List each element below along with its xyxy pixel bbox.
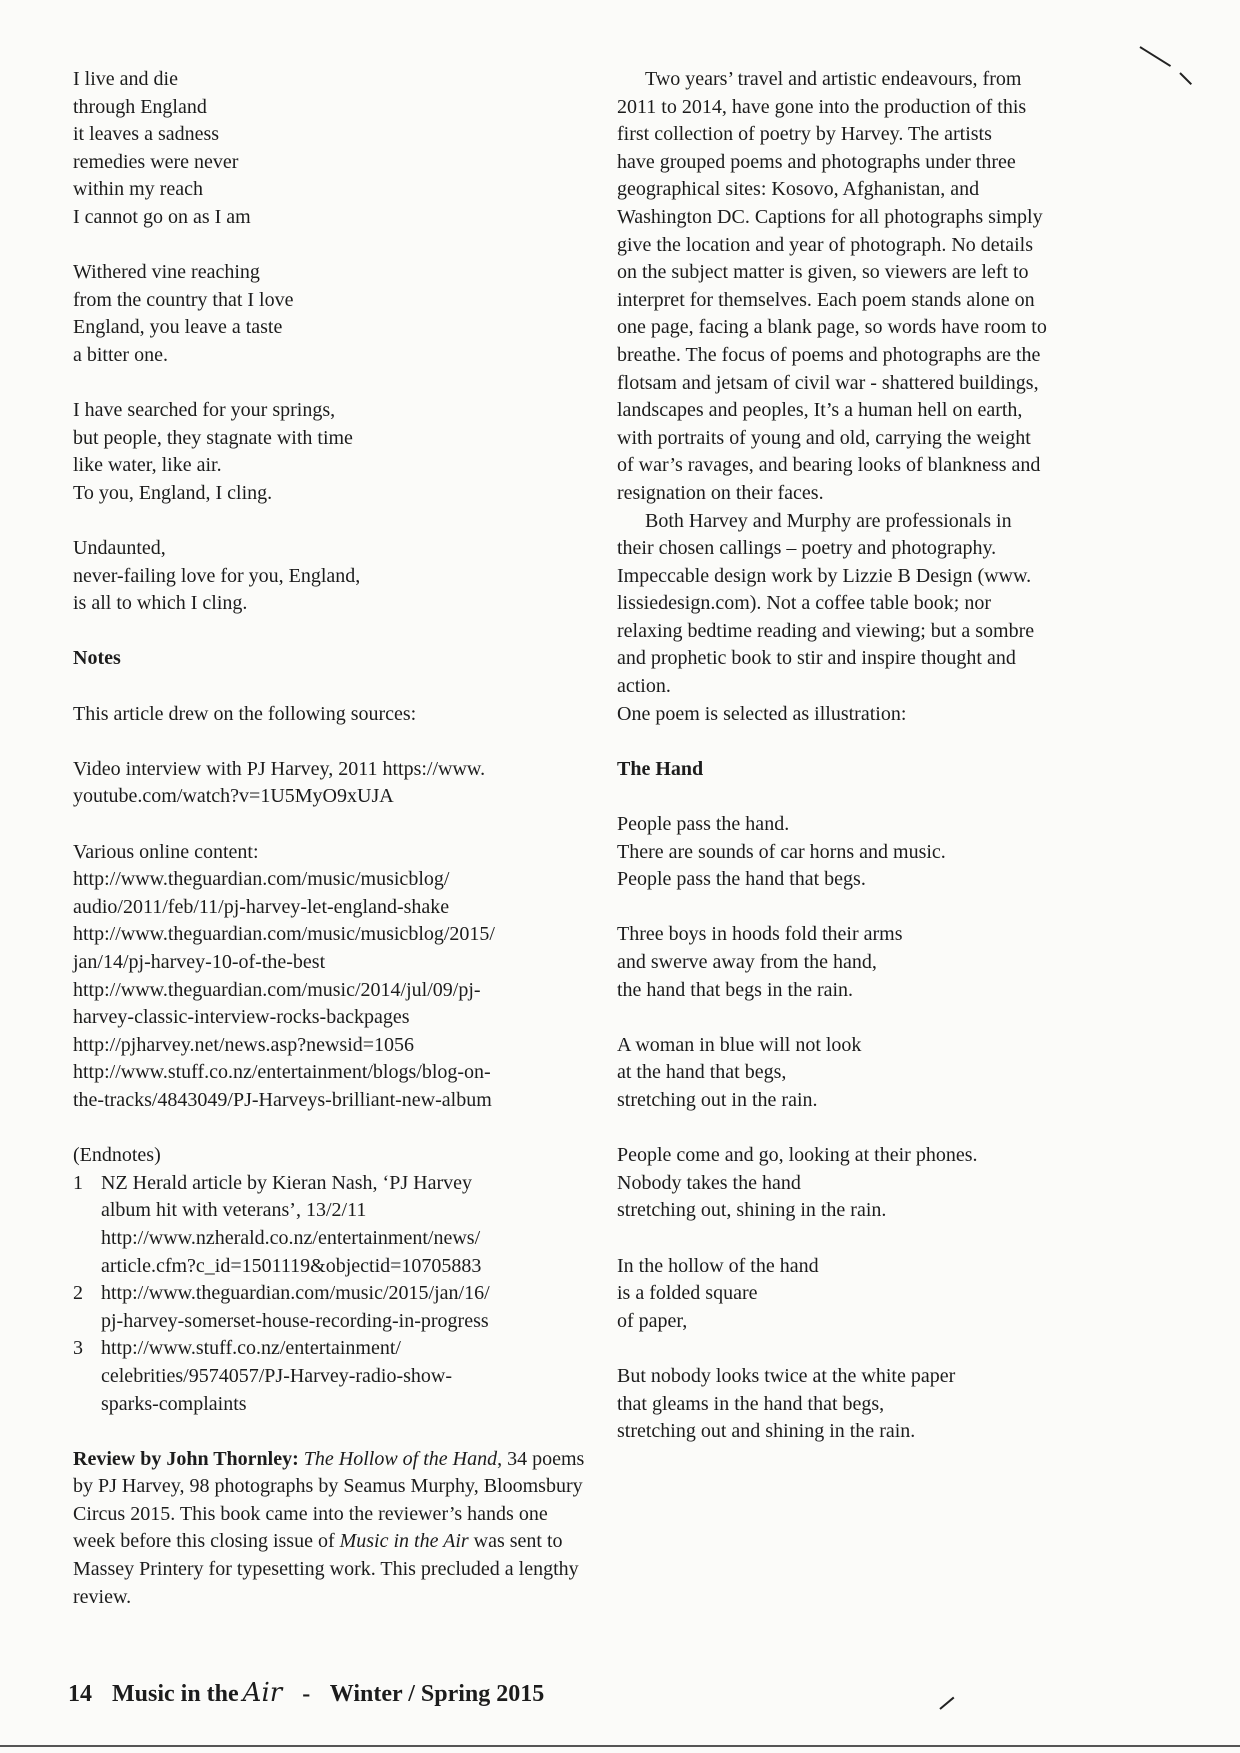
- the-hand-poem-line: stretching out in the rain.: [617, 1088, 818, 1111]
- endnote-text: [101, 1170, 593, 1280]
- the-hand-poem-line: and swerve away from the hand,: [617, 951, 877, 973]
- video-source-line: Video interview with PJ Harvey, 2011 https://www.: [73, 757, 486, 780]
- paragraph-line: and prophetic book to stir and inspire thought and: [617, 647, 1016, 670]
- video-source: [73, 756, 593, 811]
- paragraph-line: on the subject matter is given, so viewers are left to: [617, 261, 1029, 284]
- england-poem-line: Withered vine reaching: [73, 261, 260, 284]
- page-footer: [68, 1678, 558, 1708]
- england-poem-stanza: [73, 397, 593, 507]
- review-book-title: The Hollow of the Hand: [303, 1447, 498, 1470]
- the-hand-poem-line: Nobody takes the hand: [617, 1171, 801, 1194]
- review-paragraph: [73, 1446, 593, 1612]
- online-sources: [73, 839, 593, 1115]
- the-hand-poem-line: People pass the hand.: [617, 813, 790, 836]
- england-poem-line: it leaves a sadness: [73, 123, 220, 146]
- paragraph-line: relaxing bedtime reading and viewing; but a sombre: [617, 619, 1035, 642]
- the-hand-poem-stanza: [617, 811, 1117, 894]
- paragraph-line: landscapes and peoples, It’s a human hell on earth,: [617, 399, 1023, 422]
- paragraph-line: Two years’ travel and artistic endeavours, from: [645, 68, 1022, 90]
- england-poem-line: like water, like air.: [73, 454, 222, 477]
- the-hand-poem-line: stretching out, shining in the rain.: [617, 1199, 887, 1222]
- the-hand-poem-line: of paper,: [617, 1309, 688, 1332]
- online-source-line: the-tracks/4843049/PJ-Harveys-brilliant-new-album: [73, 1088, 492, 1111]
- notes-heading: Notes: [73, 647, 121, 670]
- paragraph-line: geographical sites: Kosovo, Afghanistan, and: [617, 178, 980, 201]
- paragraph-line: their chosen callings – poetry and photography.: [617, 537, 997, 560]
- paragraph-line: Both Harvey and Murphy are professionals in: [645, 509, 1012, 532]
- online-source-line: http://www.theguardian.com/music/2014/jul/09/pj-: [73, 978, 481, 1001]
- england-poem-line: remedies were never: [73, 150, 239, 173]
- the-hand-poem-stanza: [617, 1363, 1117, 1446]
- england-poem-line: never-failing love for you, England,: [73, 564, 361, 587]
- endnotes-list: [73, 1170, 593, 1418]
- review-text-1: , 34 poems by PJ Harvey, 98 photographs by Seamus Murphy, Bloomsbury Circus 2015. This book came into the reviewer’s hands one week before this closing issue of: [73, 1447, 585, 1553]
- the-hand-poem-line: the hand that begs in the rain.: [617, 978, 854, 1001]
- england-poem-line: within my reach: [73, 178, 203, 201]
- review-magazine-title: Music in the Air: [339, 1530, 469, 1553]
- review-paragraph-2: [617, 508, 1117, 701]
- paragraph-line: Washington DC. Captions for all photographs simply: [617, 205, 1043, 228]
- review-text-2: was sent to Massey Printery for typesetting work. This precluded a lengthy review.: [73, 1530, 579, 1608]
- paragraph-line: Impeccable design work by Lizzie B Design (www.: [617, 564, 1032, 587]
- paragraph-line: one page, facing a blank page, so words have room to: [617, 316, 1047, 339]
- paragraph-line: interpret for themselves. Each poem stands alone on: [617, 288, 1035, 311]
- endnote-line: sparks-complaints: [101, 1392, 247, 1415]
- endnote-item: [73, 1335, 593, 1418]
- endnote-line: album hit with veterans’, 13/2/11: [101, 1199, 367, 1222]
- page-number: 14: [68, 1681, 92, 1707]
- online-source-line: http://www.theguardian.com/music/musicblog/2015/: [73, 923, 495, 946]
- england-poem-line: but people, they stagnate with time: [73, 426, 353, 449]
- the-hand-poem-line: But nobody looks twice at the white paper: [617, 1364, 956, 1387]
- the-hand-poem-line: People come and go, looking at their phones.: [617, 1144, 978, 1167]
- online-source-line: harvey-classic-interview-rocks-backpages: [73, 1006, 410, 1029]
- england-poem-stanza: [73, 66, 593, 232]
- magazine-name-part1: Music in the: [112, 1681, 239, 1707]
- the-hand-poem-stanza: [617, 921, 1117, 1004]
- the-hand-poem-line: People pass the hand that begs.: [617, 868, 866, 891]
- video-source-line: youtube.com/watch?v=1U5MyO9xUJA: [73, 785, 394, 808]
- england-poem-line: I cannot go on as I am: [73, 205, 251, 228]
- endnote-number: 1: [73, 1171, 83, 1194]
- the-hand-poem-line: Three boys in hoods fold their arms: [617, 923, 903, 946]
- england-poem-line: from the country that I love: [73, 288, 294, 311]
- england-poem-stanza: [73, 259, 593, 369]
- england-poem-line: through England: [73, 95, 207, 118]
- online-source-line: http://pjharvey.net/news.asp?newsid=1056: [73, 1033, 415, 1056]
- review-paragraph-1: [617, 66, 1117, 508]
- paragraph-line: give the location and year of photograph. No details: [617, 233, 1033, 256]
- england-poem-line: To you, England, I cling.: [73, 481, 273, 504]
- online-source-line: audio/2011/feb/11/pj-harvey-let-england-shake: [73, 895, 450, 918]
- online-source-line: http://www.stuff.co.nz/entertainment/blogs/blog-on-: [73, 1061, 491, 1084]
- paragraph-line: with portraits of young and old, carrying the weight: [617, 426, 1031, 449]
- endnote-line: http://www.theguardian.com/music/2015/jan/16/: [101, 1282, 490, 1305]
- the-hand-poem-line: A woman in blue will not look: [617, 1033, 862, 1056]
- bottom-rule: [0, 1745, 1240, 1747]
- paragraph-line: breathe. The focus of poems and photographs are the: [617, 343, 1041, 366]
- the-hand-poem: [617, 811, 1117, 1446]
- endnote-line: celebrities/9574057/PJ-Harvey-radio-show-: [101, 1364, 453, 1387]
- magazine-name-part2: Air: [242, 1678, 283, 1708]
- england-poem-line: I have searched for your springs,: [73, 399, 336, 422]
- online-source-line: jan/14/pj-harvey-10-of-the-best: [73, 951, 326, 973]
- the-hand-poem-line: at the hand that begs,: [617, 1061, 787, 1084]
- england-poem-stanza: [73, 535, 593, 618]
- the-hand-poem-line: There are sounds of car horns and music.: [617, 840, 946, 863]
- endnote-line: http://www.stuff.co.nz/entertainment/: [101, 1337, 401, 1360]
- endnote-number: 3: [73, 1337, 83, 1360]
- paragraph-line: resignation on their faces.: [617, 481, 824, 504]
- scan-mark-top-right-2: [1179, 72, 1192, 85]
- endnote-item: [73, 1170, 593, 1280]
- endnotes-label: (Endnotes): [73, 1144, 161, 1167]
- paragraph-line: of war’s ravages, and bearing looks of blankness and: [617, 454, 1041, 477]
- england-poem-line: England, you leave a taste: [73, 316, 283, 339]
- endnote-line: NZ Herald article by Kieran Nash, ‘PJ Harvey: [101, 1171, 472, 1194]
- england-poem-line: Undaunted,: [73, 537, 166, 560]
- the-hand-poem-stanza: [617, 1253, 1117, 1336]
- poem-title: The Hand: [617, 757, 704, 780]
- issue-label: Winter / Spring 2015: [329, 1681, 545, 1707]
- endnote-line: pj-harvey-somerset-house-recording-in-progress: [101, 1309, 489, 1332]
- sources-intro: This article drew on the following sources:: [73, 702, 417, 725]
- review-label: Review by John Thornley:: [73, 1447, 299, 1470]
- england-poem: [73, 66, 593, 618]
- paragraph-line: first collection of poetry by Harvey. The artists: [617, 123, 992, 146]
- the-hand-poem-stanza: [617, 1142, 1117, 1225]
- endnote-item: [73, 1280, 593, 1335]
- endnote-number: 2: [73, 1282, 83, 1305]
- paragraph-line: have grouped poems and photographs under three: [617, 150, 1016, 173]
- online-source-line: Various online content:: [73, 840, 259, 863]
- paragraph-line: 2011 to 2014, have gone into the production of this: [617, 95, 1027, 118]
- scan-mark-top-right: [1139, 46, 1171, 67]
- england-poem-line: a bitter one.: [73, 343, 168, 366]
- the-hand-poem-line: that gleams in the hand that begs,: [617, 1392, 885, 1415]
- endnote-line: article.cfm?c_id=1501119&objectid=10705883: [101, 1254, 482, 1277]
- the-hand-poem-line: stretching out and shining in the rain.: [617, 1420, 916, 1443]
- endnote-line: http://www.nzherald.co.nz/entertainment/news/: [101, 1226, 481, 1249]
- scan-mark-bottom-right: [939, 1697, 954, 1710]
- endnote-text: [101, 1335, 593, 1418]
- left-column: [73, 66, 593, 1611]
- paragraph-line: action.: [617, 675, 671, 698]
- review-paragraph-3: One poem is selected as illustration:: [617, 702, 907, 725]
- right-column: [617, 66, 1117, 1473]
- endnote-text: [101, 1280, 593, 1335]
- the-hand-poem-line: is a folded square: [617, 1282, 758, 1305]
- paragraph-line: lissiedesign.com). Not a coffee table book; nor: [617, 592, 991, 615]
- magazine-name: [112, 1678, 283, 1708]
- footer-separator: -: [302, 1681, 311, 1707]
- the-hand-poem-stanza: [617, 1032, 1117, 1115]
- england-poem-line: I live and die: [73, 68, 178, 90]
- paragraph-line: flotsam and jetsam of civil war - shattered buildings,: [617, 371, 1039, 394]
- online-source-line: http://www.theguardian.com/music/musicblog/: [73, 868, 450, 891]
- the-hand-poem-line: In the hollow of the hand: [617, 1254, 819, 1277]
- england-poem-line: is all to which I cling.: [73, 592, 248, 615]
